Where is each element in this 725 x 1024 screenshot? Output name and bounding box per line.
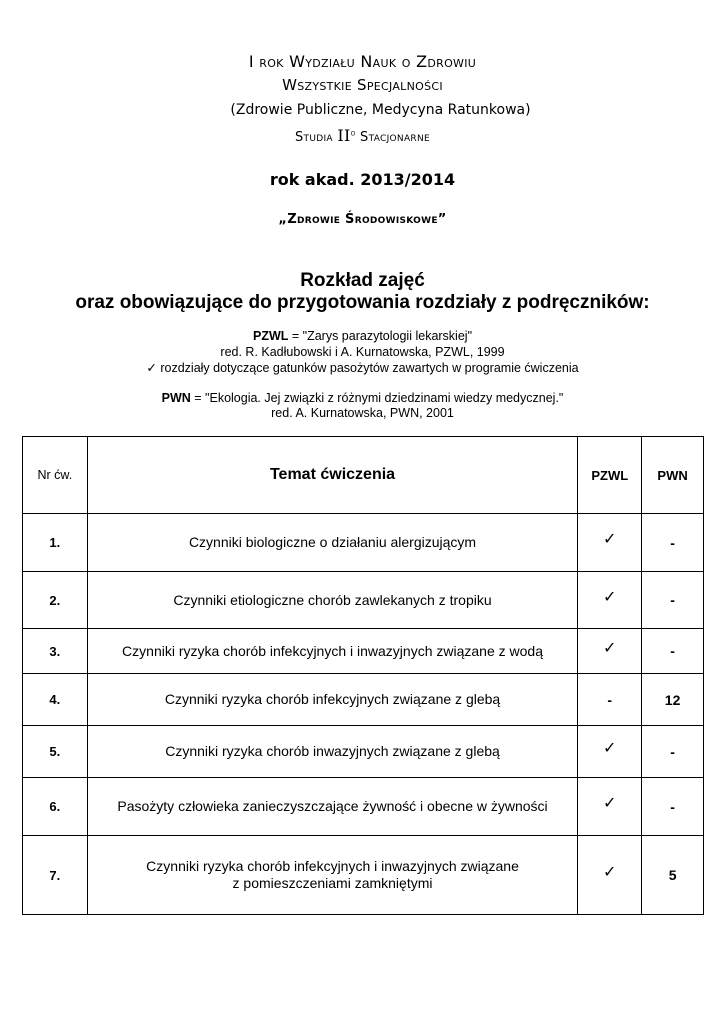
pzwl-reference-editors: red. R. Kadłubowski i A. Kurnatowska, PZWL, 1999 — [220, 345, 505, 359]
row-topic: Czynniki etiologiczne chorób zawlekanych z tropiku — [87, 572, 578, 629]
study-mode-suffix: Stacjonarne — [360, 130, 430, 145]
row-topic: Czynniki ryzyka chorób inwazyjnych związane z glebą — [87, 726, 578, 778]
row-number: 4. — [23, 674, 88, 726]
row-number: 7. — [23, 836, 88, 915]
table-row — [23, 572, 704, 629]
checkmark-icon: ✓ — [603, 586, 617, 606]
header-nr: Nr ćw. — [23, 437, 88, 514]
study-level-degree: o — [350, 128, 356, 139]
pwn-reference-editors: red. A. Kurnatowska, PWN, 2001 — [271, 406, 454, 420]
table-row — [23, 726, 704, 778]
row-topic-line: z pomieszczeniami zamkniętymi — [232, 875, 433, 891]
pwn-reference-title — [0, 391, 725, 406]
schedule-table — [22, 436, 704, 915]
pzwl-abbreviation: PZWL — [252, 329, 289, 343]
row-pzwl — [578, 836, 642, 915]
row-number: 2. — [23, 572, 88, 629]
academic-year: rok akad. 2013/2014 — [269, 170, 456, 189]
header-topic: Temat ćwiczenia — [87, 437, 578, 514]
row-number: 5. — [23, 726, 88, 778]
row-number: 6. — [23, 778, 88, 836]
specialties-list: (Zdrowie Publiczne, Medycyna Ratunkowa) — [230, 102, 531, 118]
table-row — [23, 629, 704, 674]
row-number: 1. — [23, 514, 88, 572]
table-header-row — [23, 437, 704, 514]
study-mode-prefix: Studia — [295, 130, 333, 145]
row-topic-line: Czynniki ryzyka chorób infekcyjnych i inwazyjnych związane — [146, 858, 519, 874]
pwn-abbreviation: PWN — [161, 391, 191, 405]
specialties-heading: Wszystkie Specjalności — [282, 76, 443, 94]
row-pwn: 12 — [642, 674, 704, 726]
row-pzwl — [578, 778, 642, 836]
row-pzwl — [578, 572, 642, 629]
row-topic: Pasożyty człowieka zanieczyszczające żywność i obecne w żywności — [87, 778, 578, 836]
table-row — [23, 674, 704, 726]
row-pwn: - — [642, 629, 704, 674]
checkmark-icon: ✓ — [603, 793, 617, 812]
table-row — [23, 778, 704, 836]
pzwl-reference-title — [0, 329, 725, 344]
row-topic: Czynniki ryzyka chorób infekcyjnych związane z glebą — [87, 674, 578, 726]
table-row — [23, 514, 704, 572]
study-level: II — [337, 126, 351, 145]
faculty-heading: I rok Wydziału Nauk o Zdrowiu — [248, 52, 477, 71]
row-pwn: 5 — [642, 836, 704, 915]
checkmark-icon: ✓ — [603, 861, 617, 881]
study-mode-heading — [0, 126, 725, 145]
page-title: Rozkład zajęć — [300, 270, 425, 291]
header-pzwl: PZWL — [578, 437, 642, 514]
row-pwn: - — [642, 514, 704, 572]
row-topic: Czynniki biologiczne o działaniu alergizującym — [87, 514, 578, 572]
row-pzwl: - — [578, 674, 642, 726]
row-pwn: - — [642, 572, 704, 629]
row-topic: Czynniki ryzyka chorób infekcyjnych i inwazyjnych związane z wodą — [87, 629, 578, 674]
row-pzwl — [578, 514, 642, 572]
course-name: „Zdrowie Środowiskowe” — [278, 212, 447, 227]
pzwl-reference-note: ✓ rozdziały dotyczące gatunków pasożytów zawartych w programie ćwiczenia — [146, 361, 579, 375]
checkmark-icon: ✓ — [603, 529, 617, 548]
pwn-book-title: = "Ekologia. Jej związki z różnymi dziedzinami wiedzy medycznej." — [190, 391, 564, 405]
checkmark-icon: ✓ — [603, 637, 617, 657]
row-pzwl — [578, 629, 642, 674]
row-topic — [87, 836, 578, 915]
row-number: 3. — [23, 629, 88, 674]
table-row — [23, 836, 704, 915]
row-pwn: - — [642, 778, 704, 836]
header-pwn: PWN — [642, 437, 704, 514]
row-pwn: - — [642, 726, 704, 778]
pzwl-book-title: = "Zarys parazytologii lekarskiej" — [288, 329, 472, 343]
row-pzwl — [578, 726, 642, 778]
page-subtitle: oraz obowiązujące do przygotowania rozdziały z podręczników: — [75, 292, 650, 313]
checkmark-icon: ✓ — [603, 738, 617, 757]
